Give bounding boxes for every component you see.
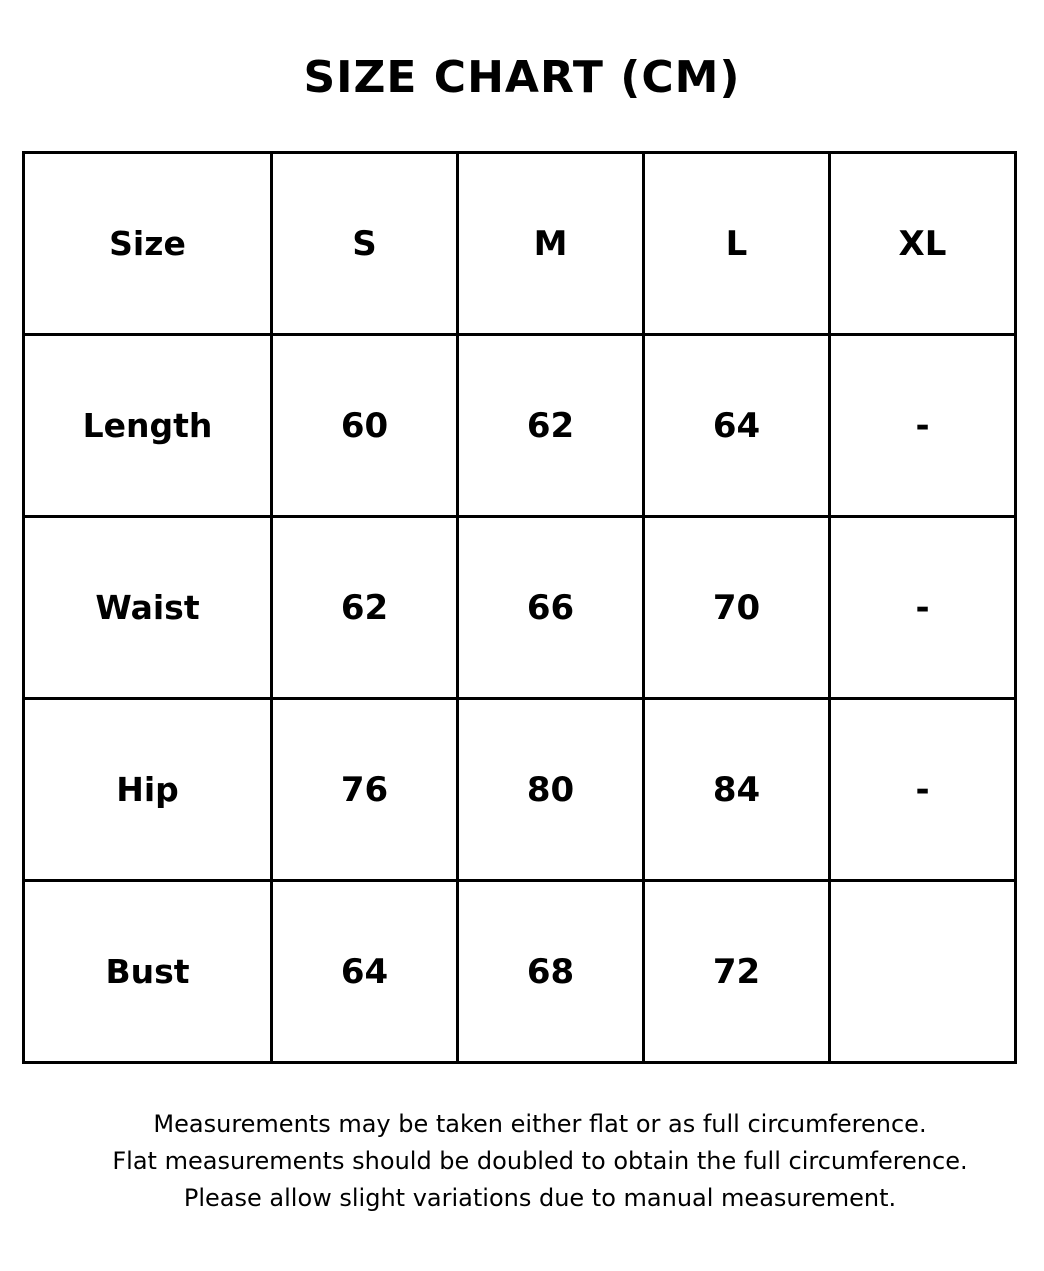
table-row-waist [24,517,1016,699]
page-title: SIZE CHART (CM) [303,52,741,103]
header-cell-m: M [458,153,644,335]
table-row-hip [24,699,1016,881]
note-line: Measurements may be taken either flat or as full circumference. [153,1110,927,1138]
row-label-hip: Hip [24,699,272,881]
table-cell: - [830,335,1016,517]
table-cell: 62 [272,517,458,699]
table-cell: 68 [458,881,644,1063]
header-cell-size: Size [24,153,272,335]
row-label-length: Length [24,335,272,517]
table-cell: 80 [458,699,644,881]
table-cell: 66 [458,517,644,699]
table-cell: - [830,699,1016,881]
table-cell: - [830,517,1016,699]
note-line: Flat measurements should be doubled to obtain the full circumference. [112,1147,968,1175]
table-cell: 64 [644,335,830,517]
size-chart-table [22,151,1017,1064]
table-row-bust [24,881,1016,1063]
table-cell: 76 [272,699,458,881]
table-cell: 72 [644,881,830,1063]
header-cell-xl: XL [830,153,1016,335]
table-cell [830,881,1016,1063]
measurement-notes [0,1106,1044,1217]
table-header-row [24,153,1016,335]
table-cell: 84 [644,699,830,881]
table-cell: 70 [644,517,830,699]
row-label-bust: Bust [24,881,272,1063]
header-cell-s: S [272,153,458,335]
note-line: Please allow slight variations due to manual measurement. [183,1184,897,1212]
table-cell: 60 [272,335,458,517]
table-cell: 62 [458,335,644,517]
header-cell-l: L [644,153,830,335]
table-cell: 64 [272,881,458,1063]
row-label-waist: Waist [24,517,272,699]
table-row-length [24,335,1016,517]
